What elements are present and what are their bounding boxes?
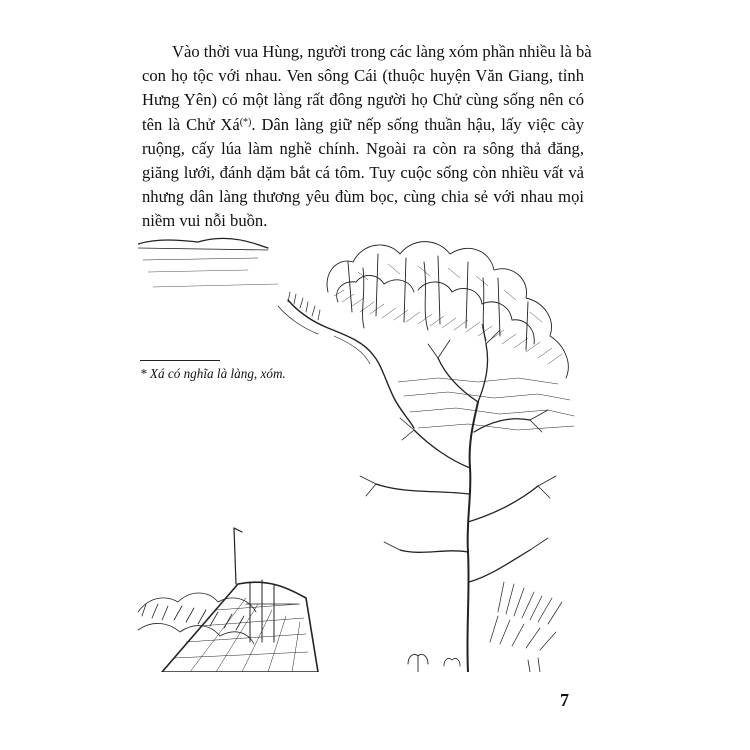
text-line: con họ tộc với nhau. Ven sông Cái (thuộc huyện Văn Giang, tỉnh <box>142 66 584 86</box>
body-paragraph <box>142 40 592 234</box>
text-line: Vào thời vua Hùng, người trong các làng xóm phần nhiều là bà <box>172 42 592 61</box>
text-line: niềm vui nỗi buồn. <box>142 211 268 231</box>
text-line-with-footnote <box>142 113 584 137</box>
text-line: ruộng, cấy lúa làm nghề chính. Ngoài ra còn ra sông thả đăng, <box>142 138 584 158</box>
text-line: giăng lưới, đánh dặm bắt cá tôm. Tuy cuộc sống còn nhiều vất vả <box>142 163 584 183</box>
text-line: nhưng dân làng thương yêu đùm bọc, cùng chia sẻ với nhau mọi <box>142 187 584 207</box>
text-line-end: . Dân làng giữ nếp sống thuần hậu, lấy việc cày <box>251 114 584 134</box>
footnote-marker: (*) <box>239 116 252 128</box>
page-number: 7 <box>560 690 569 710</box>
text-line: Hưng Yên) có một làng rất đông người họ Chử cùng sống nên có <box>142 90 584 110</box>
footnote: * Xá có nghĩa là làng, xóm. <box>140 366 286 381</box>
riverbank-illustration <box>138 232 578 672</box>
footnote-divider <box>140 360 220 361</box>
text-line-start: tên là Chử Xá <box>142 114 240 134</box>
